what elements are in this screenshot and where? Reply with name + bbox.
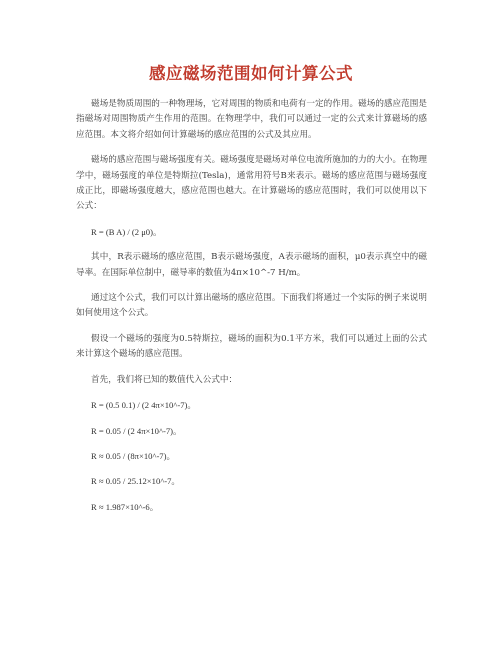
- formula-step-4: R ≈ 0.05 / 25.12×10^-7。: [91, 476, 181, 487]
- formula-step-5: R ≈ 1.987×10^-6。: [91, 501, 159, 512]
- document-body: [76, 97, 427, 525]
- formula-step-3: R ≈ 0.05 / (8π×10^-7)。: [91, 450, 176, 461]
- paragraph-example: 假设一个磁场的强度为0.5特斯拉，磁场的面积为0.1平方米，我们可以通过上面的公式来计算这个磁场的感应范围。: [76, 333, 427, 360]
- document-title: 感应磁场范围如何计算公式: [149, 64, 353, 83]
- paragraph-field-strength: 磁场的感应范围与磁场强度有关。磁场强度是磁场对单位电流所施加的力的大小。在物理学中，磁场强度的单位是特斯拉(Tesla)，通常用符号B来表示。磁场的感应范围与磁场强度成正比，即磁场强度越大，感应范围也越大。在计算磁场的感应范围时，我们可以使用以下公式：: [76, 155, 427, 212]
- paragraph-substitute: 首先，我们将已知的数值代入公式中：: [91, 374, 238, 385]
- paragraph-variables: 其中，R表示磁场的感应范围，B表示磁场强度，A表示磁场的面积，μ0表示真空中的磁导率。在国际单位制中，磁导率的数值为4π×10^-7 H/m。: [76, 252, 427, 278]
- paragraph-usage: 通过这个公式，我们可以计算出磁场的感应范围。下面我们将通过一个实际的例子来说明如何使用这个公式。: [76, 293, 427, 319]
- formula-step-2: R = 0.05 / (2 4π×10^-7)。: [91, 425, 182, 436]
- paragraph-intro: 磁场是物质周围的一种物理场，它对周围的物质和电荷有一定的作用。磁场的感应范围是指磁场对周围物质产生作用的范围。在物理学中，我们可以通过一定的公式来计算磁场的感应范围。本文将介绍如何计算磁场的感应范围的公式及其应用。: [76, 99, 427, 140]
- formula-step-1: R = (0.5 0.1) / (2 4π×10^-7)。: [91, 400, 196, 411]
- formula-main: R = (B A) / (2 μ0)。: [91, 226, 162, 237]
